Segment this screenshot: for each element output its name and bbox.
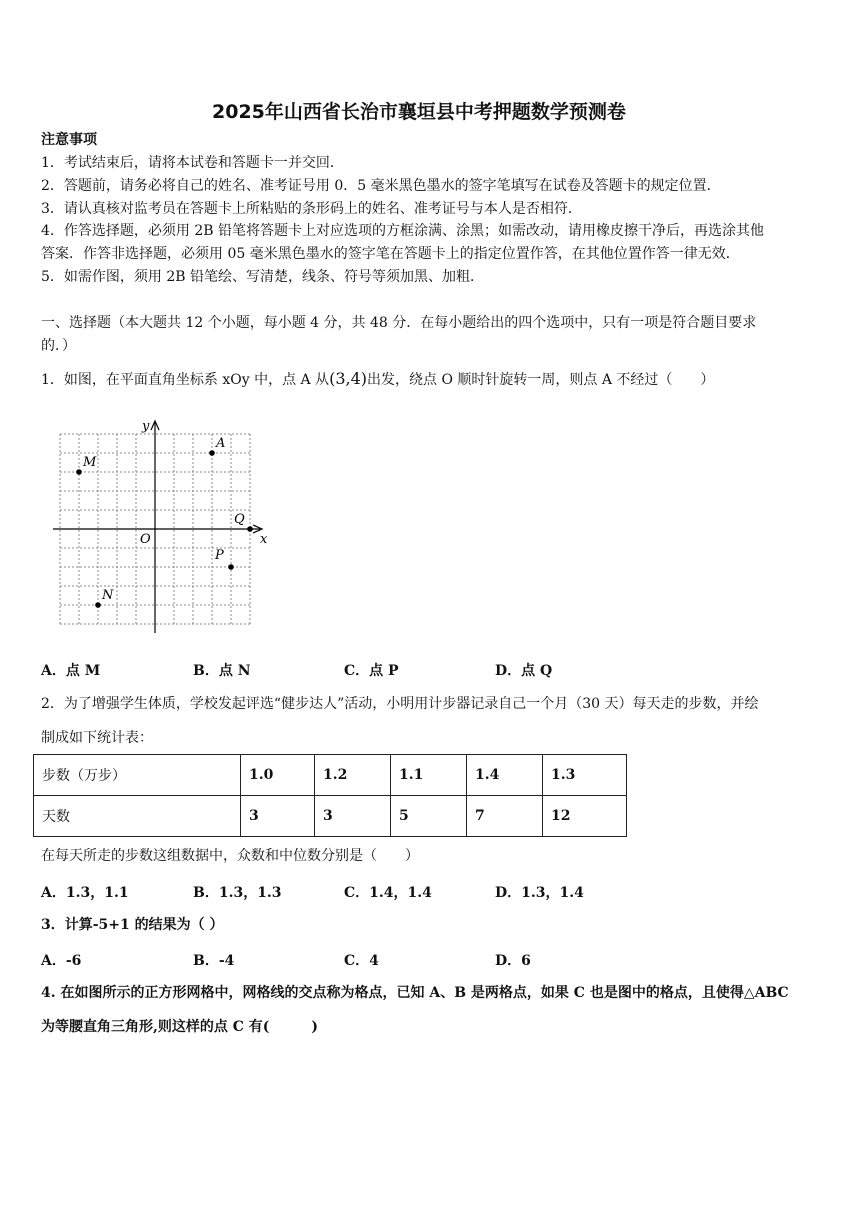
point-m <box>76 469 82 475</box>
y-axis-label: y <box>142 419 150 434</box>
table-cell: 1.2 <box>315 755 391 796</box>
point-label-q: Q <box>234 512 245 527</box>
q3-option-a: A．-6 <box>41 953 82 969</box>
point-label-m: M <box>83 455 97 470</box>
point-label-p: P <box>215 548 224 563</box>
table-header-cell: 天数 <box>34 796 241 837</box>
point-n <box>95 602 101 608</box>
question-4-stem: 4. 在如图所示的正方形网格中，网格线的交点称为格点，已知 A、B 是两格点，如果 C 也是图中的格点，且使得△ABC <box>41 985 789 1001</box>
question-2-stem: 2．为了增强学生体质，学校发起评选“健步达人”活动，小明用计步器记录自己一个月（30 天）每天走的步数，并绘 <box>41 696 759 712</box>
q2-option-a: A．1.3，1.1 <box>41 885 129 901</box>
table-cell: 1.4 <box>467 755 543 796</box>
figure-points <box>76 436 253 608</box>
q2-option-b: B．1.3，1.3 <box>193 885 282 901</box>
origin-label: O <box>140 532 151 547</box>
q1-option-c: C．点 P <box>344 663 399 679</box>
coordinate: (3,4) <box>329 369 368 388</box>
table-cell: 1.0 <box>241 755 315 796</box>
q1-option-b: B．点 N <box>193 663 251 679</box>
point-label-n: N <box>102 588 114 603</box>
table-cell: 12 <box>543 796 627 837</box>
q2-option-d: D．1.3，1.4 <box>495 885 584 901</box>
q1-option-a: A．点 M <box>41 663 101 679</box>
notice-item: 2．答题前，请务必将自己的姓名、准考证号用 0．5 毫米黑色墨水的签字笔填写在试卷及答题卡的规定位置． <box>41 178 721 194</box>
point-a <box>209 450 215 456</box>
question-2-stem-cont: 制成如下统计表： <box>41 730 153 746</box>
notice-item: 3．请认真核对监考员在答题卡上所粘贴的条形码上的姓名、准考证号与本人是否相符． <box>41 201 582 217</box>
step-count-table <box>33 754 627 837</box>
question-4-stem-cont: 为等腰直角三角形,则这样的点 C 有( ) <box>41 1019 319 1035</box>
question-1-stem: 1．如图，在平面直角坐标系 xOy 中，点 A 从(3,4)出发，绕点 O 顺时针旋转一周，则点 A 不经过（ ） <box>41 369 715 388</box>
section-heading: 一、选择题（本大题共 12 个小题，每小题 4 分，共 48 分．在每小题给出的四个选项中，只有一项是符合题目要求 <box>41 315 757 331</box>
table-header-cell: 步数（万步） <box>34 755 241 796</box>
table-cell: 7 <box>467 796 543 837</box>
q3-option-b: B．-4 <box>193 953 235 969</box>
table-cell: 5 <box>391 796 467 837</box>
point-label-a: A <box>216 436 226 451</box>
q3-option-c: C．4 <box>344 953 379 969</box>
q3-option-d: D．6 <box>495 953 531 969</box>
table-cell: 1.1 <box>391 755 467 796</box>
point-p <box>228 564 234 570</box>
notice-item: 5．如需作图，须用 2B 铅笔绘、写清楚，线条、符号等须加黑、加粗． <box>41 269 485 285</box>
page-title: 2025年山西省长治市襄垣县中考押题数学预测卷 <box>212 101 626 123</box>
point-q <box>247 526 253 532</box>
notice-item: 1．考试结束后，请将本试卷和答题卡一并交回． <box>41 155 344 171</box>
notice-item: 4．作答选择题，必须用 2B 铅笔将答题卡上对应选项的方框涂满、涂黑；如需改动，请用橡皮擦干净后，再选涂其他 <box>41 223 764 239</box>
q1-option-d: D．点 Q <box>495 663 553 679</box>
table-cell: 1.3 <box>543 755 627 796</box>
q2-option-c: C．1.4，1.4 <box>344 885 432 901</box>
table-row <box>34 796 627 837</box>
question-2-prompt: 在每天所走的步数这组数据中，众数和中位数分别是（ ） <box>41 848 419 864</box>
question-3-stem: 3．计算-5+1 的结果为（ ） <box>41 917 224 933</box>
table-cell: 3 <box>315 796 391 837</box>
table-row <box>34 755 627 796</box>
table-cell: 3 <box>241 796 315 837</box>
coordinate-grid-figure <box>50 415 275 637</box>
notice-item: 答案．作答非选择题，必须用 05 毫米黑色墨水的签字笔在答题卡上的指定位置作答，在其他位置作答一律无效． <box>41 246 740 262</box>
x-axis-label: x <box>260 532 268 547</box>
notice-heading: 注意事项 <box>41 132 97 148</box>
section-heading-cont: 的．） <box>41 338 76 354</box>
